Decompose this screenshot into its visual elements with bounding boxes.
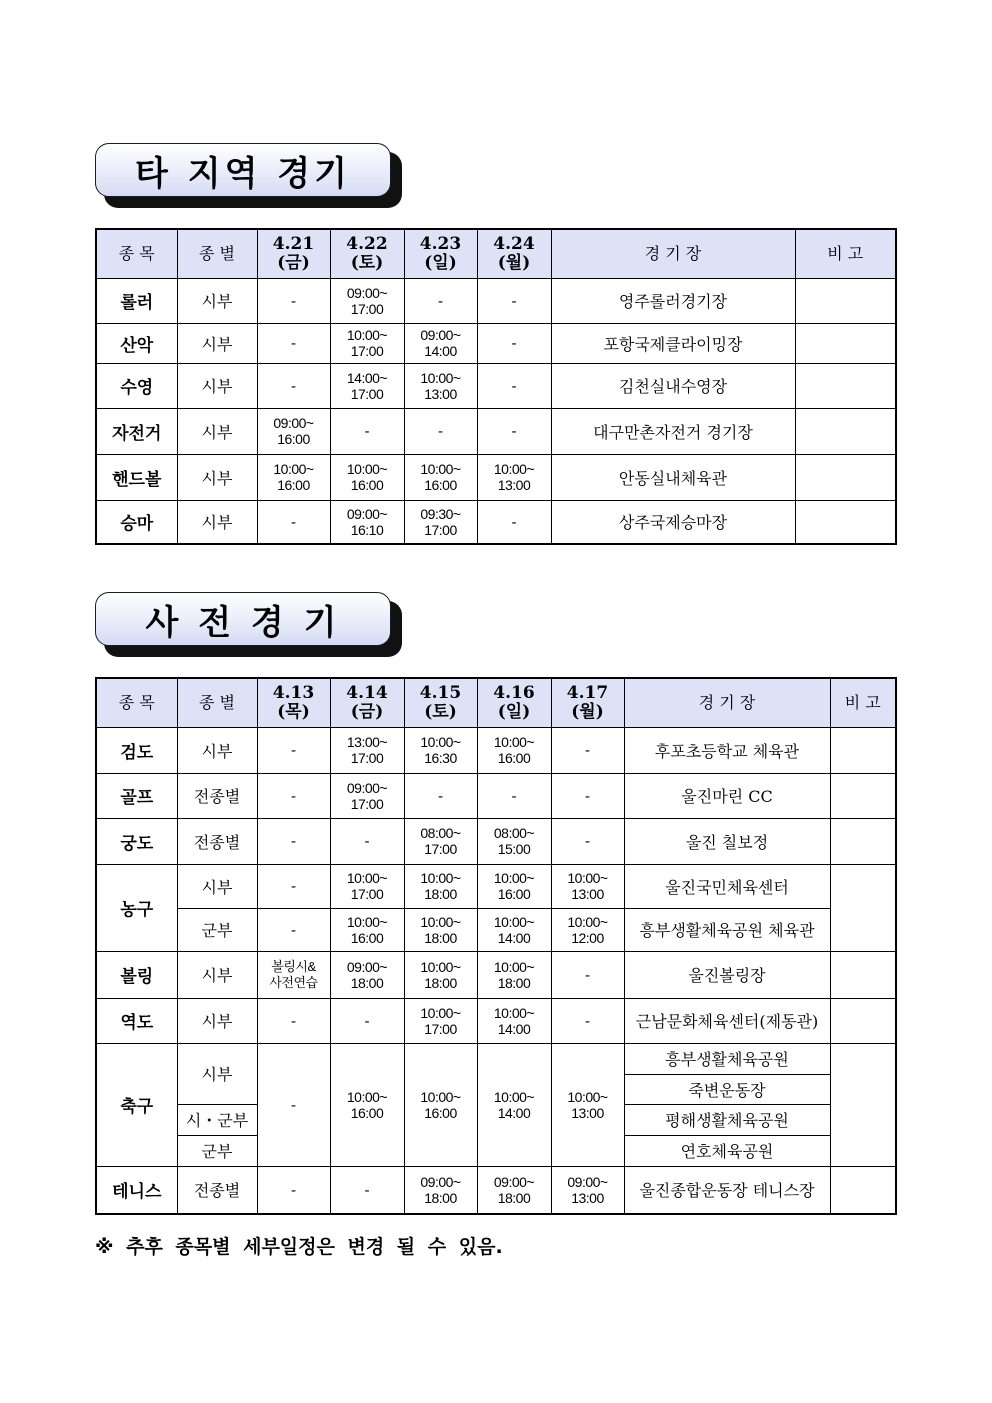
venue-cell: 울진 칠보정 [624,818,830,864]
section-title-away: 타 지역 경기 [135,153,351,194]
time-cell: - [330,408,404,454]
table-row [96,864,896,908]
time-cell: - [404,278,477,323]
note-cell [795,454,896,500]
venue-cell: 울진마린 CC [624,773,830,818]
sport-cell: 핸드볼 [96,454,177,500]
section-title-box-away [95,143,393,199]
time-cell: 10:00~ 13:00 [551,1043,624,1166]
header-class: 종 별 [177,229,257,278]
time-cell: 10:00~ 18:00 [404,908,477,951]
time-cell: 10:00~ 14:00 [477,1043,551,1166]
time-cell: - [330,818,404,864]
pre-games-table [95,677,897,1215]
table-row [96,323,896,363]
class-cell: 군부 [177,1135,257,1166]
note-cell [795,323,896,363]
time-cell: - [257,500,330,544]
class-cell: 시・군부 [177,1104,257,1135]
time-cell: 볼링시& 사전연습 [257,951,330,998]
note-cell [830,1043,896,1166]
time-cell: - [257,363,330,408]
table-row [96,818,896,864]
class-cell: 시부 [177,727,257,773]
class-cell: 시부 [177,323,257,363]
section-title-pre: 사 전 경 기 [145,602,341,643]
time-cell: 09:00~ 16:00 [257,408,330,454]
venue-cell: 흥부생활체육공원 체육관 [624,908,830,951]
header-date: 4.21 (금) [257,229,330,278]
class-cell: 전종별 [177,818,257,864]
table-row [96,500,896,544]
time-cell: - [477,500,551,544]
sport-cell: 볼링 [96,951,177,998]
header-date: 4.17 (월) [551,678,624,727]
time-cell: 08:00~ 17:00 [404,818,477,864]
time-cell: 10:00~ 17:00 [404,998,477,1043]
time-cell: 10:00~ 13:00 [551,864,624,908]
time-cell: 09:00~ 16:10 [330,500,404,544]
header-date: 4.16 (일) [477,678,551,727]
sport-cell: 롤러 [96,278,177,323]
time-cell: - [257,998,330,1043]
time-cell: - [330,998,404,1043]
time-cell: 10:00~ 12:00 [551,908,624,951]
time-cell: 10:00~ 13:00 [404,363,477,408]
venue-cell: 영주롤러경기장 [551,278,795,323]
venue-cell: 연호체육공원 [624,1135,830,1166]
class-cell: 시부 [177,408,257,454]
time-cell: - [257,727,330,773]
venue-cell: 죽변운동장 [624,1074,830,1104]
class-cell: 군부 [177,908,257,951]
time-cell: 09:00~ 17:00 [330,773,404,818]
time-cell: - [477,278,551,323]
time-cell: - [257,773,330,818]
venue-cell: 상주국제승마장 [551,500,795,544]
header-date: 4.23 (일) [404,229,477,278]
table-header-row [96,229,896,278]
class-cell: 시부 [177,278,257,323]
class-cell: 시부 [177,864,257,908]
sport-cell: 농구 [96,864,177,951]
sport-cell: 테니스 [96,1166,177,1214]
time-cell: 10:00~ 18:00 [404,864,477,908]
time-cell: 10:00~ 16:00 [330,908,404,951]
note-cell [830,773,896,818]
sport-cell: 역도 [96,998,177,1043]
venue-cell: 대구만촌자전거 경기장 [551,408,795,454]
class-cell: 시부 [177,454,257,500]
time-cell: - [551,818,624,864]
table-row [96,998,896,1043]
time-cell: 09:00~ 13:00 [551,1166,624,1214]
class-cell: 시부 [177,363,257,408]
header-venue: 경 기 장 [624,678,830,727]
time-cell: - [257,1166,330,1214]
time-cell: - [477,773,551,818]
header-venue: 경 기 장 [551,229,795,278]
note-cell [830,951,896,998]
sport-cell: 검도 [96,727,177,773]
note-cell [830,864,896,951]
time-cell: - [257,908,330,951]
header-sport: 종 목 [96,678,177,727]
note-cell [830,818,896,864]
time-cell: 10:00~ 16:00 [257,454,330,500]
time-cell: 10:00~ 16:30 [404,727,477,773]
time-cell: 09:00~ 18:00 [477,1166,551,1214]
time-cell: - [257,864,330,908]
venue-cell: 포항국제클라이밍장 [551,323,795,363]
note-cell [795,408,896,454]
time-cell: 10:00~ 16:00 [330,454,404,500]
header-date: 4.22 (토) [330,229,404,278]
note-cell [795,500,896,544]
sport-cell: 궁도 [96,818,177,864]
time-cell: 10:00~ 16:00 [404,454,477,500]
header-sport: 종 목 [96,229,177,278]
time-cell: - [257,323,330,363]
time-cell: - [257,818,330,864]
time-cell: - [330,1166,404,1214]
table-row [96,1166,896,1214]
time-cell: 10:00~ 18:00 [404,951,477,998]
sport-cell: 축구 [96,1043,177,1166]
time-cell: 09:00~ 14:00 [404,323,477,363]
table-row [96,727,896,773]
header-class: 종 별 [177,678,257,727]
away-games-table [95,228,897,545]
table-row [96,408,896,454]
header-date: 4.14 (금) [330,678,404,727]
venue-cell: 울진볼링장 [624,951,830,998]
sport-cell: 자전거 [96,408,177,454]
note-cell [830,1166,896,1214]
time-cell: - [257,278,330,323]
venue-cell: 흥부생활체육공원 [624,1043,830,1074]
time-cell: - [404,773,477,818]
time-cell: - [477,408,551,454]
time-cell: 09:30~ 17:00 [404,500,477,544]
header-date: 4.15 (토) [404,678,477,727]
class-cell: 시부 [177,951,257,998]
time-cell: - [551,727,624,773]
table-header-row [96,678,896,727]
class-cell: 시부 [177,500,257,544]
table-row [96,278,896,323]
venue-cell: 후포초등학교 체육관 [624,727,830,773]
time-cell: 10:00~ 14:00 [477,998,551,1043]
venue-cell: 안동실내체육관 [551,454,795,500]
venue-cell: 근남문화체육센터(제동관) [624,998,830,1043]
time-cell: 13:00~ 17:00 [330,727,404,773]
header-date: 4.13 (목) [257,678,330,727]
table-row [96,454,896,500]
venue-cell: 울진종합운동장 테니스장 [624,1166,830,1214]
note-cell [830,727,896,773]
note-cell [795,278,896,323]
footnote: ※ 추후 종목별 세부일정은 변경 될 수 있음. [95,1236,503,1258]
time-cell: 10:00~ 18:00 [477,951,551,998]
venue-cell: 김천실내수영장 [551,363,795,408]
time-cell: 10:00~ 17:00 [330,323,404,363]
time-cell: 10:00~ 16:00 [404,1043,477,1166]
time-cell: - [477,323,551,363]
time-cell: - [551,773,624,818]
sport-cell: 산악 [96,323,177,363]
time-cell: 14:00~ 17:00 [330,363,404,408]
header-note: 비 고 [795,229,896,278]
time-cell: 08:00~ 15:00 [477,818,551,864]
time-cell: - [477,363,551,408]
time-cell: - [257,1043,330,1166]
note-cell [795,363,896,408]
table-row [96,1043,896,1074]
sport-cell: 승마 [96,500,177,544]
sport-cell: 수영 [96,363,177,408]
class-cell: 전종별 [177,773,257,818]
header-note: 비 고 [830,678,896,727]
header-date: 4.24 (월) [477,229,551,278]
time-cell: 09:00~ 18:00 [404,1166,477,1214]
table-row [96,773,896,818]
time-cell: 09:00~ 18:00 [330,951,404,998]
venue-cell: 울진국민체육센터 [624,864,830,908]
time-cell: 10:00~ 13:00 [477,454,551,500]
table-row [96,363,896,408]
class-cell: 시부 [177,998,257,1043]
time-cell: - [551,951,624,998]
time-cell: 10:00~ 16:00 [477,727,551,773]
section-title-box-pre [95,592,393,648]
time-cell: - [404,408,477,454]
class-cell: 전종별 [177,1166,257,1214]
time-cell: 10:00~ 14:00 [477,908,551,951]
time-cell: 10:00~ 16:00 [330,1043,404,1166]
note-cell [830,998,896,1043]
sport-cell: 골프 [96,773,177,818]
class-cell: 시부 [177,1043,257,1104]
time-cell: 10:00~ 16:00 [477,864,551,908]
time-cell: 10:00~ 17:00 [330,864,404,908]
table-row [96,908,896,951]
venue-cell: 평해생활체육공원 [624,1104,830,1135]
table-row [96,951,896,998]
time-cell: - [551,998,624,1043]
time-cell: 09:00~ 17:00 [330,278,404,323]
